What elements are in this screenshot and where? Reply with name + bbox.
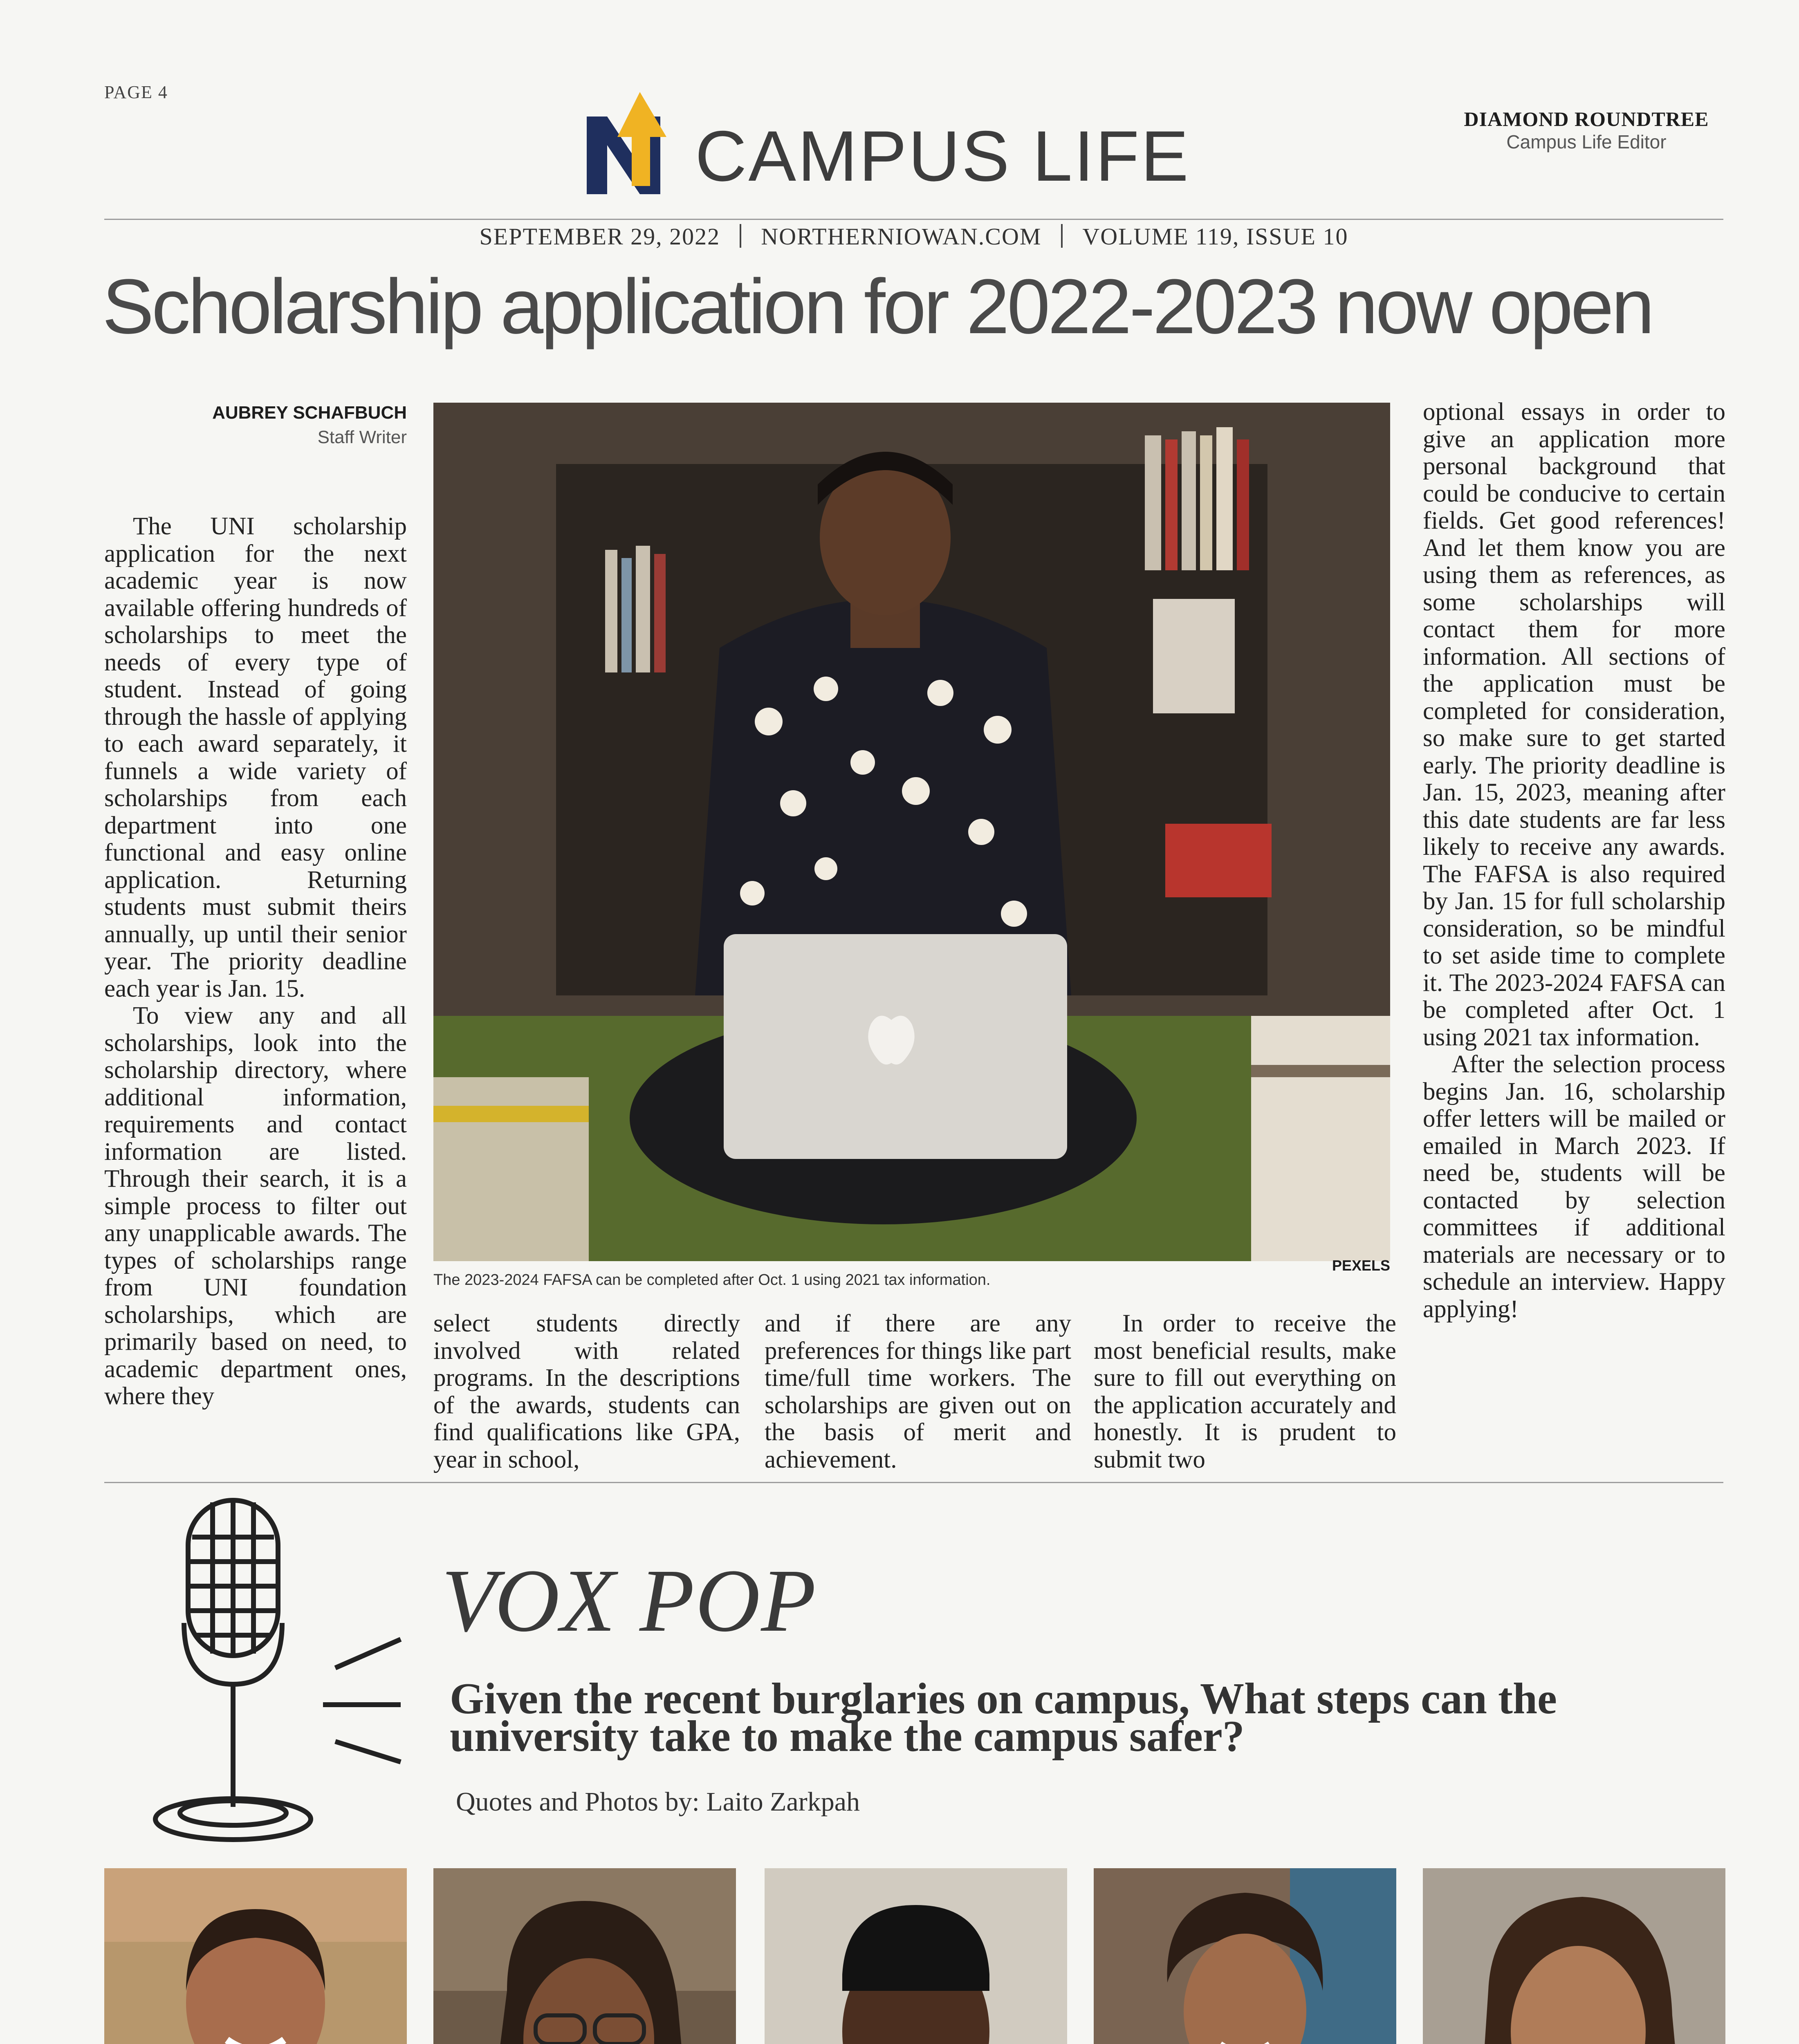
portrait-illustration [1423,1868,1725,2044]
photo-caption: The 2023-2024 FAFSA can be completed after Oct. 1 using 2021 tax information. [433,1271,991,1289]
portrait-illustration [433,1868,736,2044]
divider [1061,224,1063,248]
issue-date: SEPTEMBER 29, 2022 [479,223,720,250]
portrait-photo [104,1868,407,2044]
website-link[interactable]: NORTHERNIOWAN.COM [761,223,1042,250]
northern-iowan-logo-icon [579,92,685,198]
photo-illustration [433,403,1390,1261]
dateline [104,223,1723,250]
article-paragraph: and if there are any preferences for things like part time/full time workers. The scholarships are given out on the basis of merit and achievement. [765,1310,1071,1473]
vox-pop-title: VOX POP [442,1551,817,1650]
article-paragraph: The UNI scholarship application for the next academic year is now available offering hundreds of scholarships to meet the needs of every type of student. Instead of going through the hassle of applying to each award separately, it funnels a wide variety of scholarships from each department into one functional and easy online application. Returning students must submit theirs annually, up until their senior year. The priority deadline each year is Jan. 15. [104,513,407,1002]
portrait-illustration [1094,1868,1396,2044]
section-title: CAMPUS LIFE [695,117,1190,196]
header-rule [104,219,1723,220]
portrait-photo [1423,1868,1725,2044]
section-divider [104,1482,1723,1483]
article-column-1 [104,513,407,1410]
portrait-illustration [765,1868,1067,2044]
article-column-4 [1094,1310,1396,1473]
portrait-photo [765,1868,1067,2044]
article-column-3 [765,1310,1071,1473]
portrait-photo [433,1868,736,2044]
microphone-icon [139,1492,450,1860]
article-paragraph: To view any and all scholarships, look into the scholarship directory, where additional information, requirements and contact information are listed. Through their search, it is a simple process to filter out any unapplicable awards. The types of scholarships range from UNI foundation scholarships, which are primarily based on need, to academic department ones, where they [104,1002,407,1410]
article-column-2 [433,1310,740,1473]
portrait-illustration [104,1868,407,2044]
photo-credit: PEXELS [1332,1257,1390,1274]
portrait-photo [1094,1868,1396,2044]
article-paragraph: select students directly involved with related programs. In the descriptions of the awards, students can find qualifications like GPA, year in school, [433,1310,740,1473]
page-number: PAGE 4 [104,82,168,102]
article-paragraph: In order to receive the most beneficial results, make sure to fill out everything on the application accurately and honestly. It is prudent to submit two [1094,1310,1396,1473]
volume-issue: VOLUME 119, ISSUE 10 [1082,223,1348,250]
byline-role: Staff Writer [317,427,407,447]
editor-title: Campus Life Editor [1506,131,1667,152]
article-paragraph: optional essays in order to give an application more personal background that could be conducive to certain fields. Get good references! And let them know you are using them as references, as some scholarships will contact them for more information. All sections of the application must be completed for consideration, so make sure to get started early. The priority deadline is Jan. 15, 2023, meaning after this date students are far less likely to receive any awards. The FAFSA is also required by Jan. 15 for full scholarship consideration, so be mindful to set aside time to complete it. The 2023-2024 FAFSA can be completed after Oct. 1 using 2021 tax information. [1423,398,1725,1051]
student-laptop-photo [433,403,1390,1261]
divider [740,224,741,248]
vox-pop-question: Given the recent burglaries on campus, What steps can the university take to make the campus safer? [450,1674,1557,1761]
article-paragraph: After the selection process begins Jan. 16, scholarship offer letters will be mailed or emailed in March 2023. If need be, students will be contacted by selection committees if additional materials are necessary or to schedule an interview. Happy applying! [1423,1051,1725,1323]
byline-author: AUBREY SCHAFBUCH [212,403,407,423]
article-headline: Scholarship application for 2022-2023 now open [102,263,1652,350]
article-column-5 [1423,399,1725,1323]
editor-name: DIAMOND ROUNDTREE [1464,108,1709,130]
vox-pop-credit: Quotes and Photos by: Laito Zarkpah [456,1787,860,1817]
